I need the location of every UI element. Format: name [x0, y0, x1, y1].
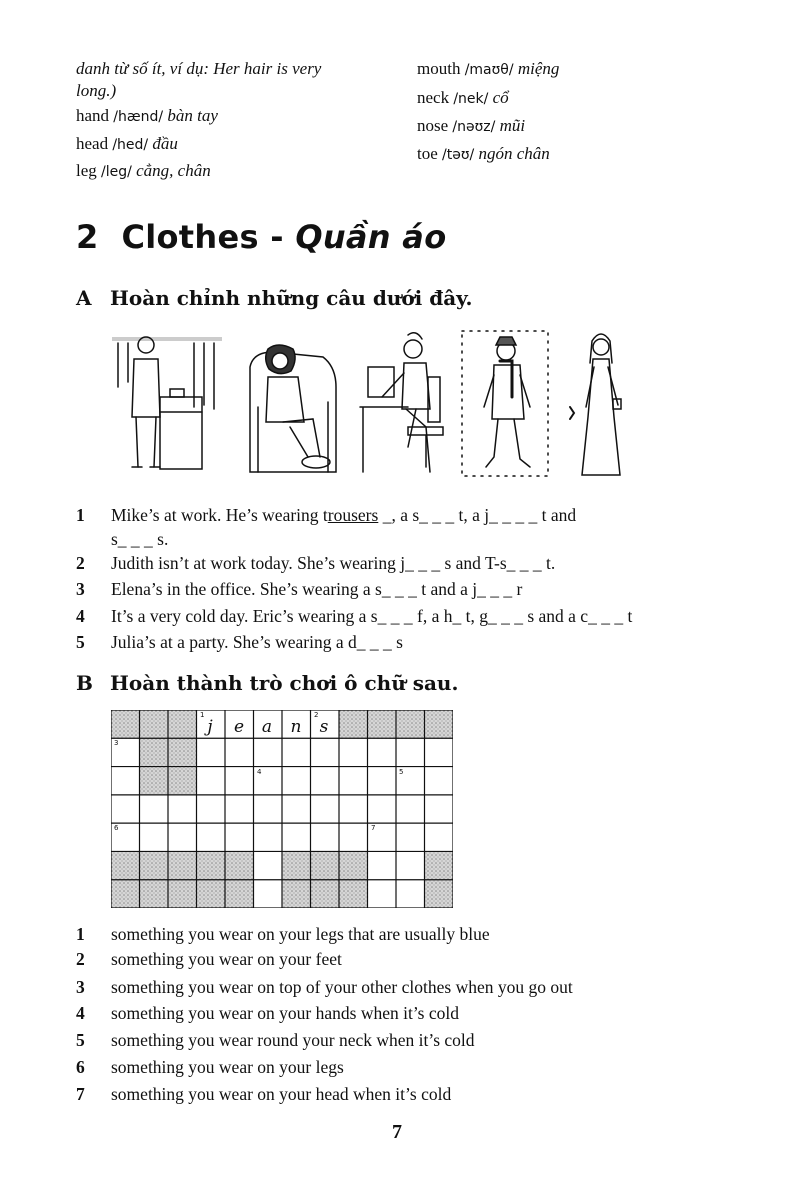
crossword-cell[interactable]: [254, 880, 283, 908]
vocab-item-mouth: [417, 56, 559, 83]
picture-elena-office: [360, 333, 443, 472]
vocab-item-neck: [417, 85, 509, 112]
clue-text: something you wear round your neck when it’s cold: [111, 1030, 475, 1050]
clue-3: [76, 975, 736, 999]
crossword-cell[interactable]: [197, 795, 226, 823]
exercise-a-4: [76, 604, 736, 628]
vocab-item-head: [76, 131, 178, 158]
clue-number-4: 4: [257, 768, 262, 776]
clue-7: [76, 1082, 736, 1106]
vocab-meaning: ngón chân: [478, 144, 550, 163]
clue-number: 5: [76, 1030, 85, 1050]
crossword-cell[interactable]: [368, 738, 397, 766]
filled-answer: rousers: [327, 505, 379, 525]
exercise-number: 3: [76, 579, 85, 599]
crossword-cell[interactable]: [339, 738, 368, 766]
exercise-text: It’s a very cold day. Eric’s wearing a s_ _ _ f, a h_ t, g_ _ _ s and a c_ _ _ t: [111, 606, 633, 626]
crossword-cell[interactable]: [396, 823, 425, 851]
clue-number: 7: [76, 1084, 85, 1104]
crossword-cell[interactable]: [197, 738, 226, 766]
vocab-item-hand: [76, 103, 218, 130]
vocab-meaning: cổ: [492, 88, 509, 107]
crossword-letter: s: [319, 717, 329, 737]
section-b-title: Hoàn thành trò chơi ô chữ sau.: [110, 671, 459, 695]
crossword-cell[interactable]: [368, 851, 397, 879]
crossword-block: [282, 880, 311, 908]
crossword-block: [168, 710, 197, 738]
crossword-block: [311, 880, 340, 908]
exercise-number: 1: [76, 505, 85, 525]
crossword-block: [140, 738, 169, 766]
crossword-block: [111, 880, 140, 908]
exercise-a-1: [76, 503, 736, 551]
unit-number: 2: [76, 218, 99, 256]
clue-number-1: 1: [200, 711, 205, 719]
crossword-block: [140, 851, 169, 879]
crossword-cell[interactable]: [339, 823, 368, 851]
clue-text: something you wear on your head when it’s cold: [111, 1084, 452, 1104]
crossword-cell[interactable]: [282, 767, 311, 795]
exercise-number: 5: [76, 632, 85, 652]
vocab-ipa: /təʊ/: [442, 147, 475, 163]
exercise-text-line-2: s_ _ _ s.: [111, 529, 169, 549]
crossword-cell[interactable]: [111, 767, 140, 795]
picture-judith-sofa: [250, 345, 336, 472]
vocab-meaning: mũi: [499, 116, 526, 135]
crossword-cell[interactable]: [396, 795, 425, 823]
picture-mike-office: [112, 337, 222, 469]
crossword-letter: e: [233, 717, 245, 737]
vocab-ipa: /nek/: [453, 91, 489, 107]
clue-number: 3: [76, 977, 85, 997]
crossword-block: [282, 851, 311, 879]
crossword-cell[interactable]: [368, 795, 397, 823]
crossword-cell[interactable]: [396, 738, 425, 766]
crossword-cell[interactable]: [140, 795, 169, 823]
clue-number: 1: [76, 924, 85, 944]
clue-number-2: 2: [314, 711, 319, 719]
crossword-block: [225, 851, 254, 879]
crossword-cell[interactable]: [425, 823, 454, 851]
crossword-cell[interactable]: [282, 795, 311, 823]
vocab-word: nose: [417, 116, 449, 135]
exercise-a-2: [76, 551, 736, 575]
clothes-illustrations: [108, 327, 663, 479]
exercise-post: _, a s_ _ _ t, a j_ _ _ _ t and: [378, 505, 577, 525]
crossword-cell[interactable]: [339, 767, 368, 795]
vocab-ipa: /leg/: [101, 164, 132, 180]
crossword-block: [425, 880, 454, 908]
section-b-heading: [76, 671, 458, 695]
unit-title-vi: Quần áo: [295, 218, 447, 256]
crossword-block: [225, 880, 254, 908]
crossword-block: [425, 851, 454, 879]
clue-text: something you wear on top of your other clothes when you go out: [111, 977, 573, 997]
crossword-cell[interactable]: [339, 795, 368, 823]
crossword-cell[interactable]: [311, 767, 340, 795]
crossword-cell[interactable]: [311, 738, 340, 766]
vocab-meaning: miệng: [517, 59, 560, 78]
crossword-cell[interactable]: [225, 738, 254, 766]
exercise-text: Judith isn’t at work today. She’s wearing j_ _ _ s and T-s_ _ _ t.: [111, 553, 556, 573]
clue-number-6: 6: [114, 824, 119, 832]
exercise-text: [111, 503, 576, 527]
crossword-block: [140, 767, 169, 795]
exercise-a-3: [76, 577, 736, 601]
crossword-cell[interactable]: [425, 795, 454, 823]
crossword-cell[interactable]: [168, 823, 197, 851]
crossword-grid[interactable]: [111, 710, 453, 908]
vocab-item-nose: [417, 113, 525, 140]
exercise-pre: Mike’s at work. He’s wearing t: [111, 505, 328, 525]
vocab-meaning: đầu: [152, 134, 178, 153]
vocab-ipa: /maʊθ/: [464, 62, 514, 78]
unit-title: [76, 218, 447, 256]
clue-number: 6: [76, 1057, 85, 1077]
crossword-block: [339, 880, 368, 908]
crossword-cell[interactable]: [140, 823, 169, 851]
crossword-letter: j: [207, 717, 213, 737]
vocab-word: neck: [417, 88, 450, 107]
crossword-cell[interactable]: [396, 851, 425, 879]
clue-number: 2: [76, 949, 85, 969]
picture-eric-snow: [462, 331, 548, 476]
crossword-block: [168, 738, 197, 766]
clue-1: [76, 922, 736, 946]
crossword-block: [425, 710, 454, 738]
crossword-block: [111, 710, 140, 738]
crossword-cell[interactable]: [368, 767, 397, 795]
clue-5: [76, 1028, 736, 1052]
page-number: 7: [392, 1121, 402, 1143]
crossword-cell[interactable]: [254, 738, 283, 766]
crossword-block: [197, 851, 226, 879]
crossword-cell[interactable]: [225, 823, 254, 851]
clue-text: something you wear on your hands when it’s cold: [111, 1003, 460, 1023]
crossword-letter: a: [261, 717, 273, 737]
vocab-note-line-1: danh từ số ít, ví dụ: Her hair is very: [76, 59, 322, 78]
crossword-cell[interactable]: [425, 738, 454, 766]
clue-number: 4: [76, 1003, 85, 1023]
section-letter: A: [76, 286, 92, 310]
exercise-number: 4: [76, 606, 85, 626]
vocab-item-leg: [76, 158, 211, 185]
crossword-cell[interactable]: [225, 795, 254, 823]
clue-2: [76, 947, 736, 971]
crossword-cell[interactable]: [282, 738, 311, 766]
vocab-meaning: bàn tay: [167, 106, 218, 125]
exercise-text: Elena’s in the office. She’s wearing a s_ _ _ t and a j_ _ _ r: [111, 579, 523, 599]
crossword-cell[interactable]: [225, 767, 254, 795]
crossword-block: [140, 710, 169, 738]
exercise-text: Julia’s at a party. She’s wearing a d_ _ _ s: [111, 632, 403, 652]
crossword-block: [168, 880, 197, 908]
crossword-cell[interactable]: [197, 767, 226, 795]
vocab-word: hand: [76, 106, 110, 125]
crossword-block: [168, 851, 197, 879]
crossword-cell[interactable]: [254, 851, 283, 879]
crossword-block: [197, 880, 226, 908]
vocab-item-toe: [417, 141, 550, 168]
clue-text: something you wear on your legs: [111, 1057, 344, 1077]
clue-4: [76, 1001, 736, 1025]
section-a-title: Hoàn chỉnh những câu dưới đây.: [110, 286, 473, 310]
crossword-cell[interactable]: [168, 795, 197, 823]
vocab-note-line-2: long.): [76, 81, 117, 100]
vocab-meaning: cẳng, chân: [136, 161, 211, 180]
clue-number-3: 3: [114, 739, 119, 747]
exercise-a-5: [76, 630, 736, 654]
section-a-heading: [76, 286, 472, 310]
crossword-cell[interactable]: [197, 823, 226, 851]
clue-number-5: 5: [399, 768, 404, 776]
section-letter: B: [76, 671, 93, 695]
clue-number-7: 7: [371, 824, 376, 832]
vocab-word: leg: [76, 161, 97, 180]
crossword-cell[interactable]: [311, 795, 340, 823]
vocab-ipa: /nəʊz/: [452, 119, 496, 135]
vocab-ipa: /hed/: [112, 137, 149, 153]
vocab-word: head: [76, 134, 109, 153]
crossword-cell[interactable]: [282, 823, 311, 851]
crossword-block: [396, 710, 425, 738]
crossword-cell[interactable]: [368, 880, 397, 908]
clue-text: something you wear on your feet: [111, 949, 342, 969]
crossword-block: [368, 710, 397, 738]
crossword-block: [339, 851, 368, 879]
clue-6: [76, 1055, 736, 1079]
crossword-cell[interactable]: [254, 795, 283, 823]
vocab-word: toe: [417, 144, 438, 163]
picture-julia-dress: [570, 334, 621, 475]
unit-title-en: Clothes -: [121, 218, 284, 256]
crossword-block: [140, 880, 169, 908]
crossword-block: [311, 851, 340, 879]
crossword-letter: n: [290, 717, 302, 737]
crossword-block: [168, 767, 197, 795]
vocab-ipa: /hænd/: [113, 109, 164, 125]
exercise-number: 2: [76, 553, 85, 573]
crossword-cell[interactable]: [111, 795, 140, 823]
crossword-cell[interactable]: [396, 880, 425, 908]
crossword-cell[interactable]: [425, 767, 454, 795]
crossword-cell[interactable]: [311, 823, 340, 851]
crossword-block: [111, 851, 140, 879]
vocab-word: mouth: [417, 59, 461, 78]
crossword-cell[interactable]: [254, 823, 283, 851]
clue-text: something you wear on your legs that are usually blue: [111, 924, 490, 944]
crossword-block: [339, 710, 368, 738]
